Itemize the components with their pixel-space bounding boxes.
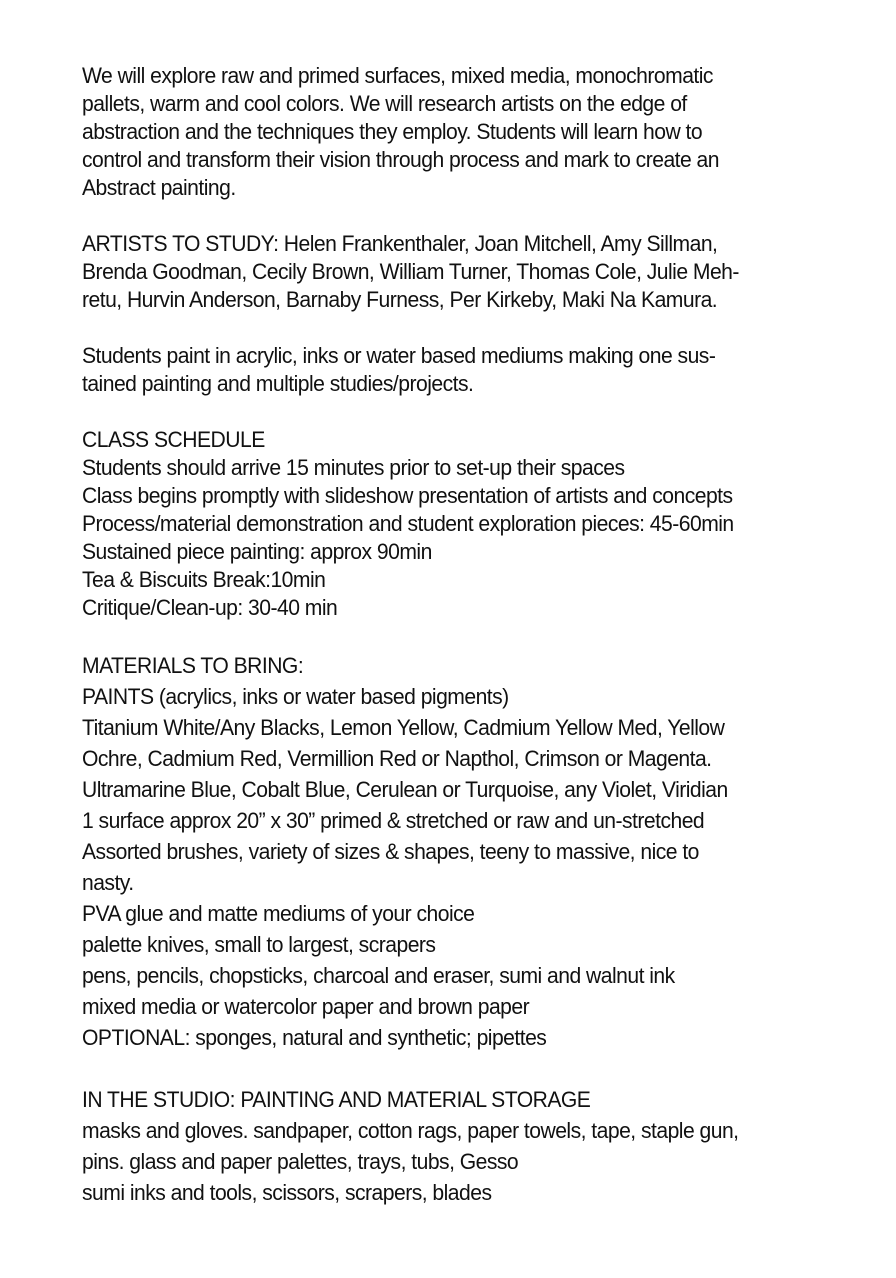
artists-line: ARTISTS TO STUDY: Helen Frankenthaler, Joan Mitchell, Amy Sillman, bbox=[82, 231, 718, 256]
materials-section bbox=[82, 650, 783, 1208]
studio-item: pins. glass and paper palettes, trays, tubs, Gesso bbox=[82, 1149, 519, 1174]
paragraph-gap bbox=[82, 398, 783, 426]
materials-item: Ultramarine Blue, Cobalt Blue, Cerulean or Turquoise, any Violet, Viridian bbox=[82, 777, 728, 802]
schedule-item: Process/material demonstration and student exploration pieces: 45-60min bbox=[82, 511, 734, 536]
document-page bbox=[82, 62, 783, 1208]
studio-item: masks and gloves. sandpaper, cotton rags, paper towels, tape, staple gun, bbox=[82, 1118, 739, 1143]
schedule-item: Students should arrive 15 minutes prior to set-up their spaces bbox=[82, 455, 625, 480]
materials-item: mixed media or watercolor paper and brown paper bbox=[82, 994, 530, 1019]
paragraph-gap bbox=[82, 1053, 783, 1084]
schedule-item: Class begins promptly with slideshow presentation of artists and concepts bbox=[82, 483, 733, 508]
mediums-line: Students paint in acrylic, inks or water based mediums making one sus- bbox=[82, 343, 716, 368]
materials-item: 1 surface approx 20” x 30” primed & stretched or raw and un-stretched bbox=[82, 808, 705, 833]
artists-paragraph bbox=[82, 230, 783, 314]
schedule-heading: CLASS SCHEDULE bbox=[82, 427, 265, 452]
studio-item: sumi inks and tools, scissors, scrapers, blades bbox=[82, 1180, 492, 1205]
mediums-line: tained painting and multiple studies/projects. bbox=[82, 371, 474, 396]
studio-section bbox=[82, 1084, 783, 1208]
materials-item: Assorted brushes, variety of sizes & shapes, teeny to massive, nice to bbox=[82, 839, 699, 864]
intro-line: control and transform their vision through process and mark to create an bbox=[82, 147, 719, 172]
artists-line: retu, Hurvin Anderson, Barnaby Furness, Per Kirkeby, Maki Na Kamura. bbox=[82, 287, 718, 312]
paragraph-gap bbox=[82, 622, 783, 650]
materials-item: PVA glue and matte mediums of your choice bbox=[82, 901, 475, 926]
materials-heading: MATERIALS TO BRING: bbox=[82, 653, 304, 678]
schedule-item: Critique/Clean-up: 30-40 min bbox=[82, 595, 338, 620]
paragraph-gap bbox=[82, 314, 783, 342]
schedule-item: Tea & Biscuits Break:10min bbox=[82, 567, 326, 592]
schedule-item: Sustained piece painting: approx 90min bbox=[82, 539, 432, 564]
intro-paragraph bbox=[82, 62, 783, 202]
materials-item: palette knives, small to largest, scrapers bbox=[82, 932, 436, 957]
materials-item: nasty. bbox=[82, 870, 134, 895]
schedule-section bbox=[82, 426, 783, 622]
materials-item: Titanium White/Any Blacks, Lemon Yellow, Cadmium Yellow Med, Yellow bbox=[82, 715, 725, 740]
artists-line: Brenda Goodman, Cecily Brown, William Turner, Thomas Cole, Julie Meh- bbox=[82, 259, 739, 284]
materials-item: OPTIONAL: sponges, natural and synthetic; pipettes bbox=[82, 1025, 547, 1050]
intro-line: abstraction and the techniques they employ. Students will learn how to bbox=[82, 119, 703, 144]
materials-item: Ochre, Cadmium Red, Vermillion Red or Napthol, Crimson or Magenta. bbox=[82, 746, 712, 771]
materials-item: pens, pencils, chopsticks, charcoal and eraser, sumi and walnut ink bbox=[82, 963, 675, 988]
studio-heading: IN THE STUDIO: PAINTING AND MATERIAL STORAGE bbox=[82, 1087, 591, 1112]
materials-item: PAINTS (acrylics, inks or water based pigments) bbox=[82, 684, 509, 709]
paragraph-gap bbox=[82, 202, 783, 230]
intro-line: Abstract painting. bbox=[82, 175, 236, 200]
intro-line: pallets, warm and cool colors. We will research artists on the edge of bbox=[82, 91, 687, 116]
mediums-paragraph bbox=[82, 342, 783, 398]
intro-line: We will explore raw and primed surfaces, mixed media, monochromatic bbox=[82, 63, 713, 88]
